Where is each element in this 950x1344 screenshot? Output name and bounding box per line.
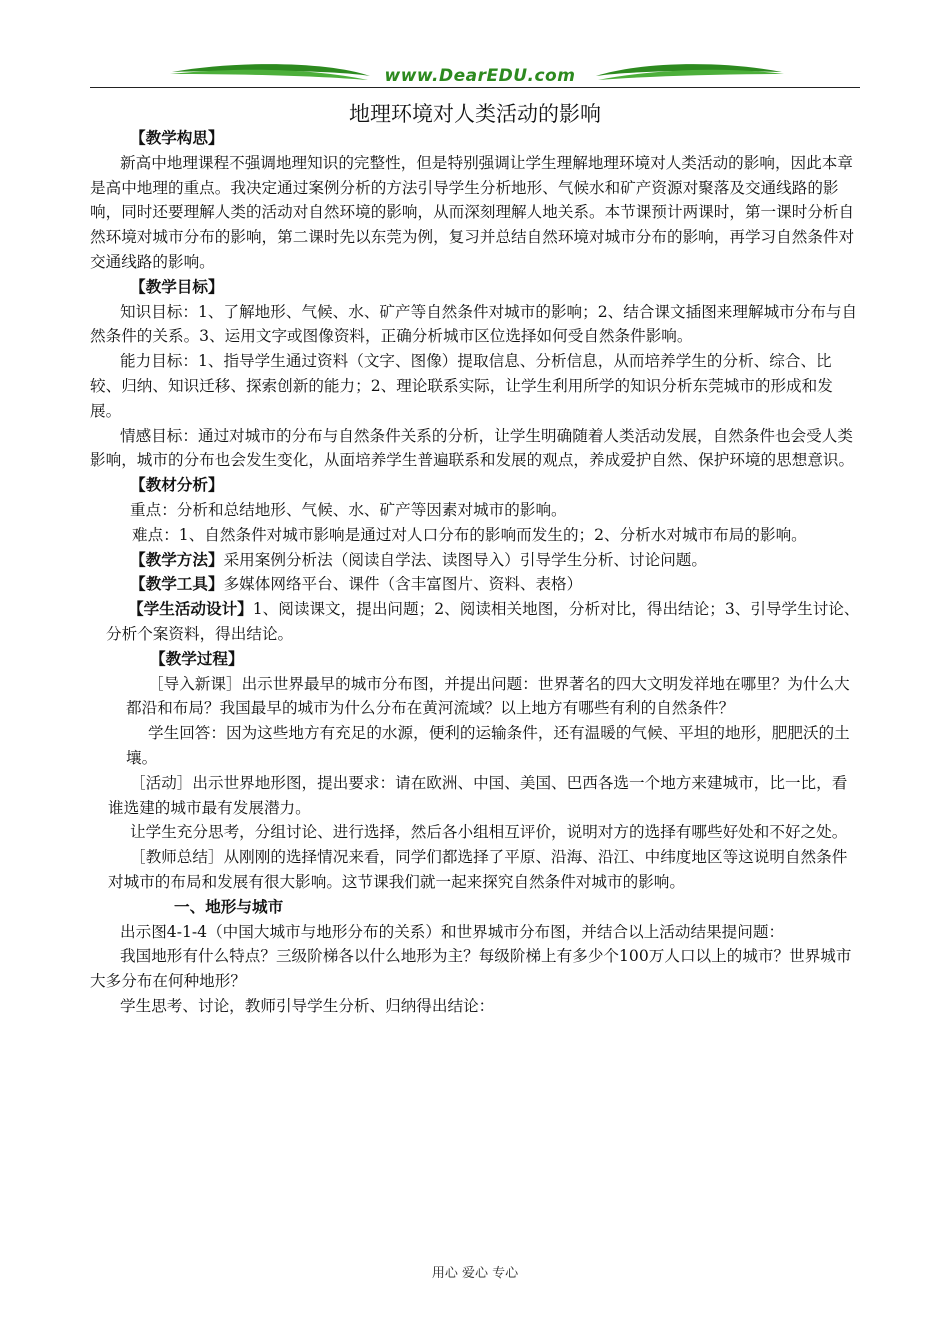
heading-teaching-goals: 【教学目标】 xyxy=(130,277,224,296)
heading-teaching-method: 【教学方法】 xyxy=(130,550,224,569)
paragraph-section1-conclusion: 学生思考、讨论，教师引导学生分析、归纳得出结论： xyxy=(120,996,495,1015)
paragraph-section1-question: 我国地形有什么特点？三级阶梯各以什么地形为主？每级阶梯上有多少个100万人口以上的城市？世界城市大多分布在何种地形？ xyxy=(90,947,852,991)
paragraph-difficult-point: 难点：1、自然条件对城市影响是通过对人口分布的影响而发生的；2、分析水对城市布局的影响。 xyxy=(132,525,807,544)
header-divider xyxy=(90,87,860,88)
paragraph-key-point: 重点：分析和总结地形、气候、水、矿产等因素对城市的影响。 xyxy=(130,500,567,519)
header-banner xyxy=(0,0,950,100)
paragraph-intro: ［导入新课］出示世界最早的城市分布图，并提出问题：世界著名的四大文明发祥地在哪里？为什么大都沿和布局？我国最早的城市为什么分布在黄河流域？以上地方有哪些有利的自然条件？ xyxy=(126,674,850,718)
tools-text: 多媒体网络平台、课件（含丰富图片、资料、表格） xyxy=(223,575,583,594)
paragraph-student-activity xyxy=(90,597,862,647)
heading-student-activity: 【学生活动设计】 xyxy=(128,600,253,619)
activity-text: 1、阅读课文，提出问题；2、阅读相关地图，分析对比，得出结论；3、引导学生讨论、分析个案资料，得出结论。 xyxy=(106,600,860,643)
method-text: 采用案例分析法（阅读自学法、读图导入）引导学生分析、讨论问题。 xyxy=(223,550,707,569)
paragraph-teaching-method xyxy=(90,548,862,573)
paragraph-emotion-goal: 情感目标：通过对城市的分布与自然条件关系的分析，让学生明确随着人类活动发展，自然条件也会受人类影响，城市的分布也会发生变化，从面培养学生普遍联系和发展的观点，养成爱护自然、保护环境的思想意识。 xyxy=(90,426,855,470)
paragraph-knowledge-goal: 知识目标：1、了解地形、气候、水、矿产等自然条件对城市的影响；2、结合课文插图来理解城市分布与自然条件的关系。3、运用文字或图像资料，正确分析城市区位选择如何受自然条件影响。 xyxy=(90,302,858,346)
document-title: 地理环境对人类活动的影响 xyxy=(349,102,601,126)
heading-material-analysis: 【教材分析】 xyxy=(130,476,224,495)
heading-teaching-tools: 【教学工具】 xyxy=(130,575,224,594)
document-body xyxy=(90,126,862,1019)
heading-teaching-process: 【教学过程】 xyxy=(150,649,244,668)
paragraph-student-answer: 学生回答：因为这些地方有充足的水源，便利的运输条件，还有温暖的气候、平坦的地形，肥肥沃的土壤。 xyxy=(126,724,850,767)
paragraph-activity-step: ［活动］出示世界地形图，提出要求：请在欧洲、中国、美国、巴西各选一个地方来建城市，比一比，看谁选建的城市最有发展潜力。 xyxy=(108,773,848,817)
paragraph-ability-goal: 能力目标：1、指导学生通过资料（文字、图像）提取信息、分析信息，从而培养学生的分析、综合、比较、归纳、知识迁移、探索创新的能力；2、理论联系实际，让学生利用所学的知识分析东莞城市的形成和发展。 xyxy=(90,352,833,420)
page-footer: 用心 爱心 专心 xyxy=(431,1266,519,1281)
heading-teaching-idea: 【教学构思】 xyxy=(130,129,224,147)
paragraph-section1-intro: 出示图4-1-4（中国大城市与地形分布的关系）和世界城市分布图，并结合以上活动结果提问题： xyxy=(120,922,785,941)
paragraph-teacher-summary: ［教师总结］从刚刚的选择情况来看，同学们都选择了平原、沿海、沿江、中纬度地区等这说明自然条件对城市的布局和发展有很大影响。这节课我们就一起来探究自然条件对城市的影响。 xyxy=(108,848,848,891)
paragraph-teaching-tools xyxy=(90,572,862,597)
site-url: www.DearEDU.com xyxy=(384,66,576,86)
paragraph-teaching-idea: 新高中地理课程不强调地理知识的完整性，但是特别强调让学生理解地理环境对人类活动的影响，因此本章是高中地理的重点。我决定通过案例分析的方法引导学生分析地形、气候水和矿产资源对聚落及交通线路的影响，同时还要理解人类的活动对自然环境的影响，从而深刻理解人地关系。本节课预计两课时，第一课时分析自然环境对城市分布的影响，第二课时先以东莞为例，复习并总结自然环境对城市分布的影响，再学习自然条件对交通线路的影响。 xyxy=(90,153,855,271)
paragraph-discussion: 让学生充分思考，分组讨论、进行选择，然后各小组相互评价，说明对方的选择有哪些好处和不好之处。 xyxy=(130,823,848,842)
heading-terrain-and-city: 一、地形与城市 xyxy=(174,897,284,916)
